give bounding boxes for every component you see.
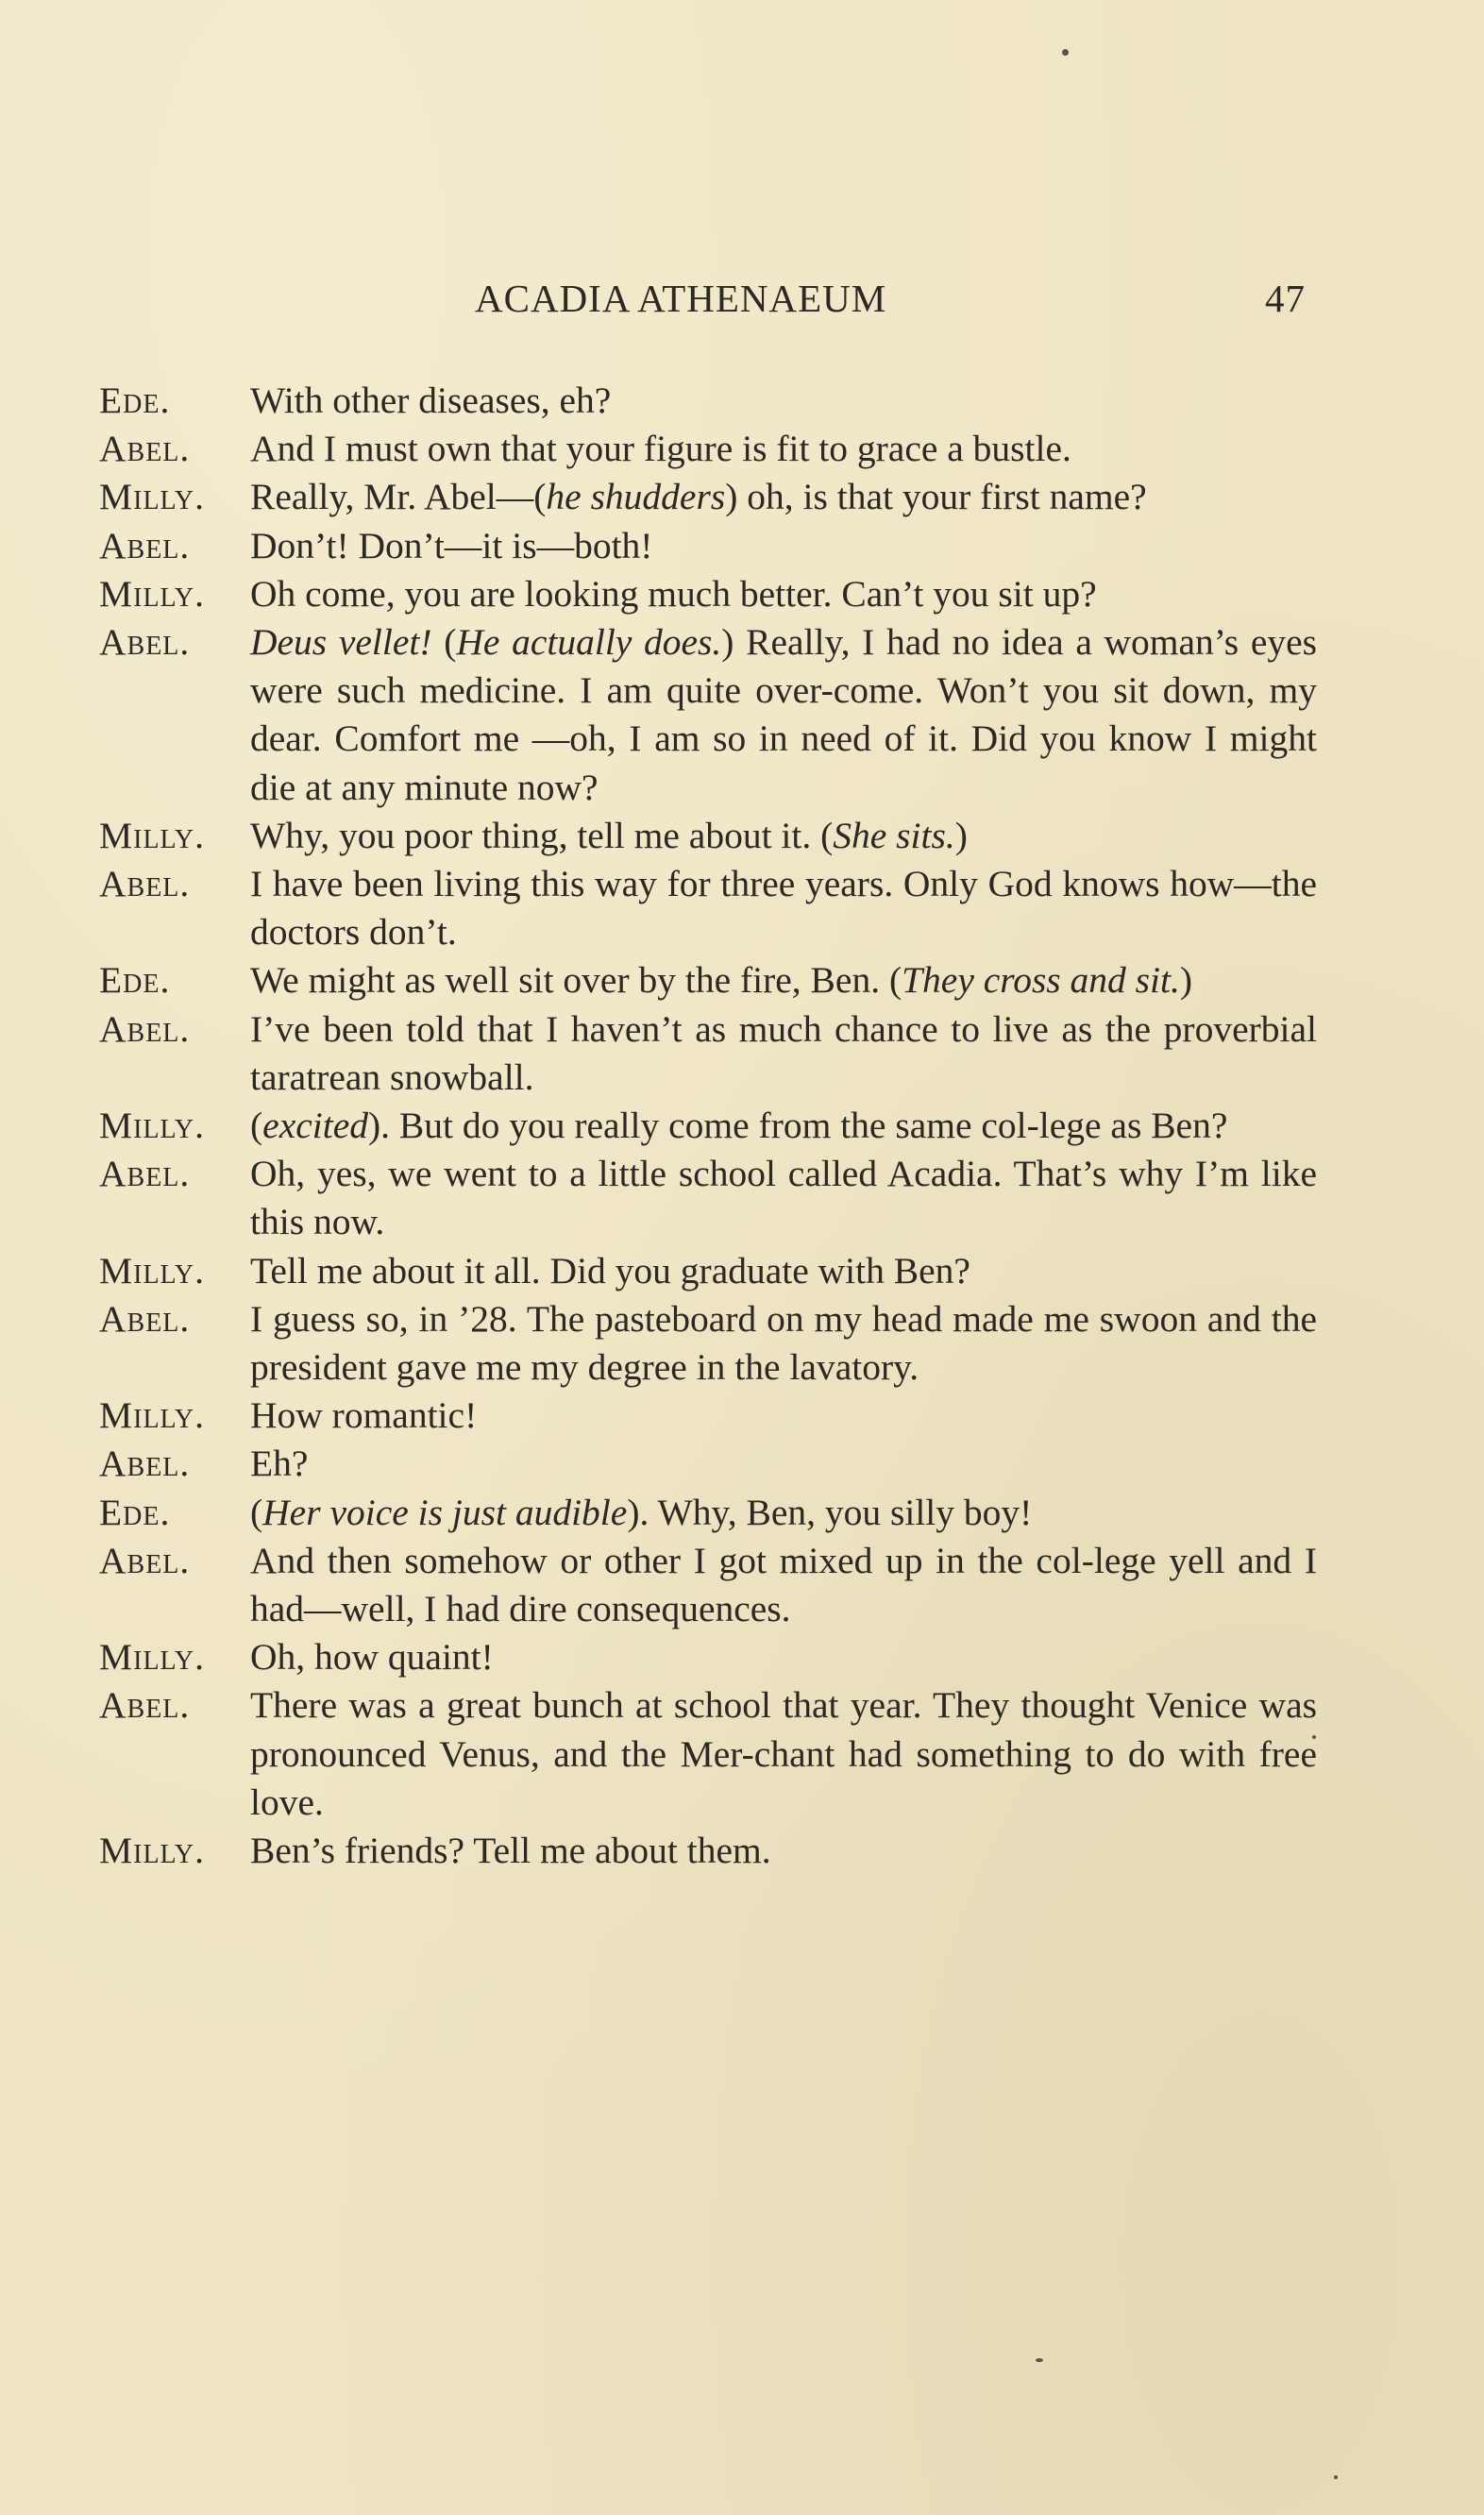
speaker-name: Milly. [99, 1830, 205, 1872]
speech-fragment: I have been living this way for three years. Only God knows how—the doctors don’t. [250, 863, 1317, 954]
ink-speck [1036, 2358, 1043, 2362]
speech-text [250, 1537, 1317, 1633]
speech-text [250, 1681, 1317, 1827]
running-header [0, 276, 1484, 332]
speaker-name: Abel. [99, 1297, 191, 1340]
speaker-name: Milly. [99, 572, 205, 615]
dialogue-entry [99, 1102, 1317, 1150]
speech-fragment: Ben’s friends? Tell me about them. [250, 1830, 771, 1872]
speech-fragment: Tell me about it all. Did you graduate with Ben? [250, 1249, 970, 1291]
speech-text [250, 618, 1317, 812]
speaker-name: Milly. [99, 1636, 205, 1679]
speaker-name: Abel. [99, 1684, 191, 1727]
speech-text [250, 1295, 1317, 1392]
speaker-name: Milly. [99, 814, 205, 856]
speech-fragment: ( [431, 621, 457, 664]
dialogue-entry [99, 1681, 1317, 1827]
speech-text [250, 1489, 1317, 1537]
speech-fragment: We might as well sit over by the fire, Ben. ( [250, 959, 902, 1002]
dialogue-entry [99, 860, 1317, 956]
speech-text [250, 1440, 1317, 1488]
speaker-name: Ede. [99, 959, 171, 1002]
speech-fragment: And then somehow or other I got mixed up in the col-lege yell and I had—well, I had dire consequences. [250, 1539, 1317, 1630]
speech-fragment: ). Why, Ben, you silly boy! [627, 1491, 1033, 1533]
dialogue-entry [99, 1392, 1317, 1440]
speaker-name: Abel. [99, 1007, 191, 1050]
speech-fragment: Oh, yes, we went to a little school called Acadia. That’s why I’m like this now. [250, 1153, 1317, 1243]
stage-direction: Deus vellet! [250, 621, 432, 664]
speech-text [250, 812, 1317, 860]
speech-text [250, 956, 1317, 1004]
speech-text [250, 1005, 1317, 1102]
speech-fragment: And I must own that your figure is fit to grace a bustle. [250, 428, 1071, 470]
speech-fragment: ) [954, 814, 968, 856]
dialogue-entry [99, 1633, 1317, 1681]
speaker-name: Abel. [99, 863, 191, 905]
speech-text [250, 1102, 1317, 1150]
speech-fragment: ) [1179, 959, 1193, 1002]
speaker-name: Milly. [99, 476, 205, 518]
speech-text [250, 1633, 1317, 1681]
ink-speck [1334, 2475, 1338, 2479]
stage-direction: excited [262, 1105, 368, 1147]
speaker-name: Ede. [99, 380, 171, 421]
speech-fragment: Don’t! Don’t—it is—both! [250, 524, 653, 566]
speaker-name: Ede. [99, 1491, 171, 1533]
speaker-name: Abel. [99, 1539, 191, 1581]
speech-fragment: Really, Mr. Abel—( [250, 476, 547, 518]
dialogue-entry [99, 1150, 1317, 1246]
speech-text [250, 473, 1317, 521]
dialogue-entry [99, 1295, 1317, 1392]
dialogue-entry [99, 812, 1317, 860]
speaker-name: Abel. [99, 621, 191, 664]
dialogue-entry [99, 956, 1317, 1004]
speech-text [250, 1150, 1317, 1246]
speaker-name: Abel. [99, 1443, 191, 1485]
speech-text [250, 1247, 1317, 1295]
speech-fragment: Why, you poor thing, tell me about it. ( [250, 814, 834, 856]
speech-text [250, 570, 1317, 618]
ink-speck [1062, 49, 1069, 56]
speaker-name: Milly. [99, 1394, 205, 1437]
dialogue-entry [99, 1827, 1317, 1875]
speech-fragment: I’ve been told that I haven’t as much chance to live as the proverbial taratrean snowball. [250, 1007, 1317, 1098]
page-number: 47 [1265, 277, 1306, 320]
speech-fragment: ( [250, 1105, 263, 1147]
speaker-name: Abel. [99, 524, 191, 566]
speaker-name: Abel. [99, 428, 191, 470]
speech-fragment: ) oh, is that your first name? [725, 476, 1147, 518]
speech-fragment: ) Really, I had no idea a woman’s eyes were such medicine. I am quite over-come. Won’t you sit down, my dear. Comfort me —oh, I am so in need of it. Did you know I might die at any minute now? [250, 621, 1318, 808]
stage-direction: She sits. [833, 814, 955, 856]
dialogue-entry [99, 522, 1317, 570]
speech-fragment: There was a great bunch at school that year. They thought Venice was pronounced Venus, and the Mer-chant had something to do with free love. [250, 1684, 1317, 1823]
dialogue-entry [99, 473, 1317, 521]
dialogue-entry [99, 425, 1317, 473]
stage-direction: He actually does. [456, 621, 722, 664]
dialogue-entry [99, 1489, 1317, 1537]
speech-fragment: ). But do you really come from the same col-lege as Ben? [367, 1105, 1228, 1147]
speech-fragment: How romantic! [250, 1394, 478, 1437]
speech-fragment: ( [250, 1491, 263, 1533]
dialogue-entry [99, 1440, 1317, 1488]
speech-text [250, 860, 1317, 956]
speech-text [250, 425, 1317, 473]
speaker-name: Milly. [99, 1105, 205, 1147]
speech-fragment: Oh come, you are looking much better. Can’t you sit up? [250, 572, 1097, 615]
speech-text [250, 1392, 1317, 1440]
dialogue-entry [99, 570, 1317, 618]
speech-text [250, 377, 1317, 425]
speech-fragment: Oh, how quaint! [250, 1636, 494, 1679]
speech-text [250, 522, 1317, 570]
dialogue-entry [99, 1537, 1317, 1633]
dialogue-entry [99, 1247, 1317, 1295]
speech-fragment: Eh? [250, 1443, 309, 1485]
stage-direction: he shudders [546, 476, 726, 518]
speech-fragment: I guess so, in ’28. The pasteboard on my head made me swoon and the president gave me my degree in the lavatory. [250, 1297, 1317, 1389]
speaker-name: Abel. [99, 1153, 191, 1195]
dialogue-entry [99, 618, 1317, 812]
speech-fragment: With other diseases, eh? [250, 380, 612, 421]
stage-direction: Her voice is just audible [262, 1491, 628, 1533]
stage-direction: They cross and sit. [902, 959, 1180, 1002]
dialogue-entry [99, 377, 1317, 425]
speech-text [250, 1827, 1317, 1875]
speaker-name: Milly. [99, 1249, 205, 1291]
journal-title: ACADIA ATHENAEUM [475, 277, 887, 320]
play-dialogue [99, 377, 1317, 1875]
dialogue-entry [99, 1005, 1317, 1102]
